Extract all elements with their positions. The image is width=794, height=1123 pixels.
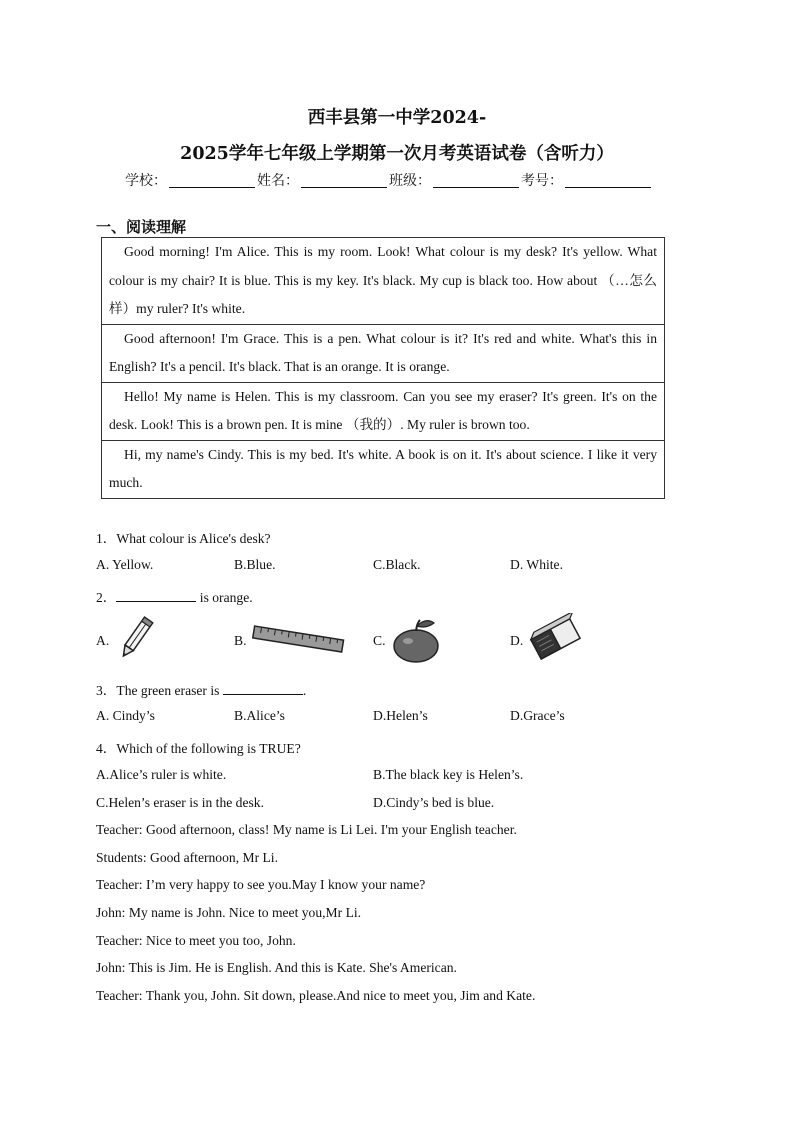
- dialogue-line: John: This is Jim. He is English. And this is Kate. She's American.: [96, 960, 457, 975]
- q2-option-d[interactable]: D.: [510, 633, 524, 648]
- exam-number-blank[interactable]: [565, 173, 651, 188]
- question-2-stem: [96, 586, 253, 606]
- name-label: 姓名：: [257, 173, 299, 189]
- passage-text: Good morning! I'm Alice. This is my room. Look! What colour is my desk? It's yellow. What colour is my chair? It is blue. This is my key. It's black. My cup is black too. How about （…怎么样）my ruler? It's white.: [109, 244, 657, 316]
- exam-title-line1: 西丰县第一中学2024-: [307, 108, 487, 128]
- dialogue-line: Teacher: Good afternoon, class! My name is Li Lei. I'm your English teacher.: [96, 822, 517, 837]
- passage-grace: [102, 325, 664, 383]
- q2-answer-blank[interactable]: [116, 589, 196, 602]
- q4-option-c[interactable]: C.Helen’s eraser is in the desk.: [96, 795, 264, 810]
- q1-option-b[interactable]: B.Blue.: [234, 557, 276, 572]
- exam-number-label: 考号：: [521, 173, 563, 189]
- passage-text: Hi, my name's Cindy. This is my bed. It's white. A book is on it. It's about science. I like it very much.: [109, 446, 657, 490]
- dialogue-line: Teacher: Thank you, John. Sit down, please.And nice to meet you, Jim and Kate.: [96, 988, 536, 1003]
- question-1-stem: 1．What colour is Alice's desk?: [96, 531, 271, 546]
- q1-option-d[interactable]: D. White.: [510, 557, 563, 572]
- eraser-icon: [527, 613, 583, 663]
- q4-option-b[interactable]: B.The black key is Helen’s.: [373, 767, 524, 782]
- q1-option-c[interactable]: C.Black.: [373, 557, 421, 572]
- q2-number: 2．: [96, 590, 117, 605]
- q2-option-b[interactable]: B.: [234, 633, 247, 648]
- q3-option-c[interactable]: D.Helen’s: [373, 708, 428, 723]
- q3-option-a[interactable]: A. Cindy’s: [96, 708, 155, 723]
- q1-option-a[interactable]: A. Yellow.: [96, 557, 154, 572]
- ruler-icon: [250, 623, 346, 657]
- dialogue-line: John: My name is John. Nice to meet you,Mr Li.: [96, 905, 362, 920]
- q2-tail: is orange.: [199, 590, 253, 605]
- exam-title-line2: 2025学年七年级上学期第一次月考英语试卷（含听力）: [180, 144, 614, 164]
- passage-helen: [102, 383, 664, 441]
- q3-end: .: [302, 683, 307, 698]
- name-blank[interactable]: [301, 173, 387, 188]
- orange-icon: [390, 615, 442, 665]
- school-blank[interactable]: [169, 173, 255, 188]
- student-info-row: [125, 170, 653, 190]
- dialogue-line: Teacher: Nice to meet you too, John.: [96, 933, 296, 948]
- q4-option-a[interactable]: A.Alice’s ruler is white.: [96, 767, 227, 782]
- q2-option-a[interactable]: A.: [96, 633, 110, 648]
- passage-text: Good afternoon! I'm Grace. This is a pen. What colour is it? It's red and white. What's this in English? It's a pencil. It's black. That is an orange. It is orange.: [109, 330, 657, 374]
- passage-alice: [102, 238, 664, 325]
- pencil-icon: [112, 614, 160, 662]
- q3-option-d[interactable]: D.Grace’s: [510, 708, 565, 723]
- q2-option-c[interactable]: C.: [373, 633, 386, 648]
- class-label: 班级：: [389, 173, 431, 189]
- dialogue-line: Teacher: I’m very happy to see you.May I know your name?: [96, 877, 426, 892]
- school-label: 学校：: [125, 173, 167, 189]
- dialogue-line: Students: Good afternoon, Mr Li.: [96, 850, 278, 865]
- q3-option-b[interactable]: B.Alice’s: [234, 708, 285, 723]
- q3-answer-blank[interactable]: [223, 682, 303, 695]
- question-3-stem: [96, 679, 306, 699]
- q3-stem-text: 3．The green eraser is: [96, 683, 220, 698]
- q4-option-d[interactable]: D.Cindy’s bed is blue.: [373, 795, 495, 810]
- passage-cindy: [102, 441, 664, 498]
- question-4-stem: 4．Which of the following is TRUE?: [96, 741, 301, 756]
- passage-text: Hello! My name is Helen. This is my classroom. Can you see my eraser? It's green. It's on the desk. Look! This is a brown pen. It is mine （我的）. My ruler is brown too.: [109, 388, 657, 432]
- class-blank[interactable]: [433, 173, 519, 188]
- passage-table: [101, 237, 665, 499]
- section-heading: 一、阅读理解: [96, 218, 187, 236]
